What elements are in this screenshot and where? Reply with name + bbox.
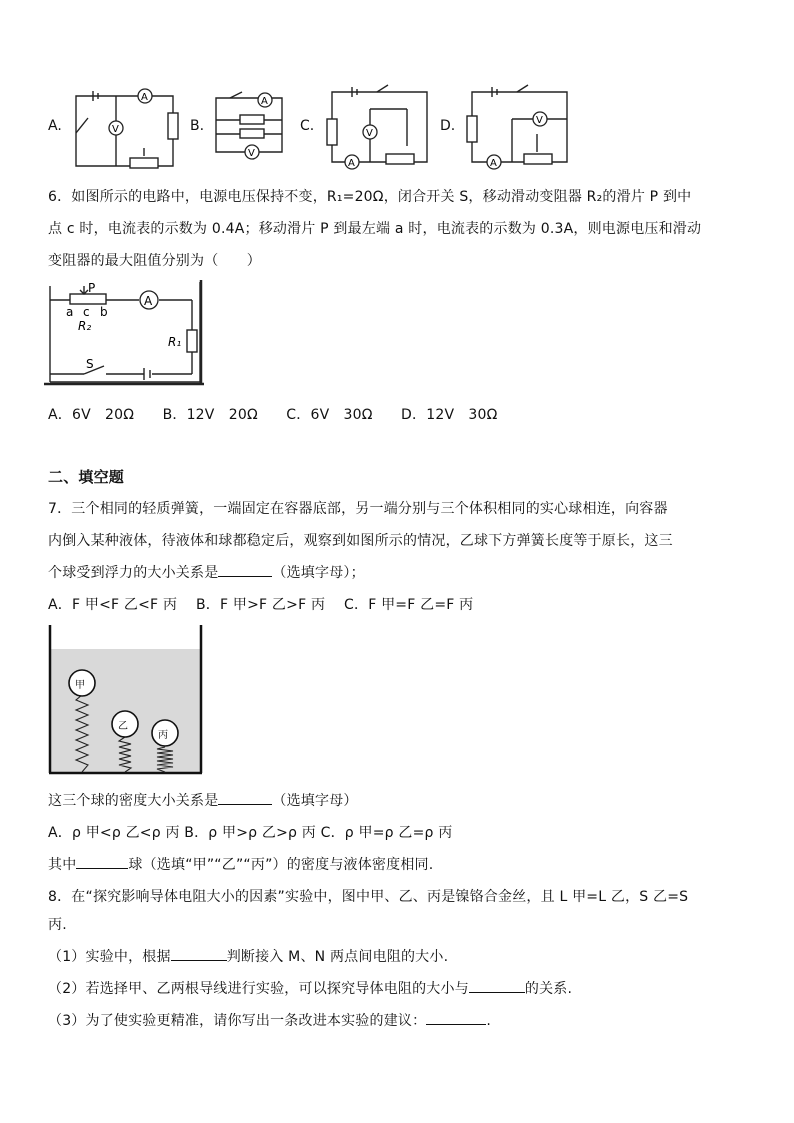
svg-text:A: A: [348, 158, 355, 169]
q7-line-3: 个球受到浮力的大小关系是 （选填字母）；: [48, 562, 365, 582]
q8-blank-3[interactable]: [426, 1010, 486, 1025]
svg-text:A: A: [261, 96, 268, 107]
q5-option-b-label: B.: [190, 118, 205, 134]
q7-blank-buoyancy[interactable]: [218, 562, 272, 577]
q8-sub-2: （2）若选择甲、乙两根导线进行实验，可以探究导体电阻的大小与 的关系.: [48, 978, 572, 998]
q7-ball-yi-label: 乙: [118, 721, 128, 732]
q6-line-2: 点 c 时，电流表的示数为 0.4A；移动滑片 P 到最左端 a 时，电流表的示数为 0.3A，则电源电压和滑动: [48, 221, 702, 237]
q5-circuit-c: [322, 84, 437, 174]
q7-blank-density[interactable]: [218, 790, 272, 805]
q6-options: A．6V 20Ω B．12V 20Ω C．6V 30Ω D．12V 30Ω: [48, 407, 498, 423]
q7-line-1: 7．三个相同的轻质弹簧，一端固定在容器底部，另一端分别与三个体积相同的实心球相连，向容器: [48, 501, 668, 517]
q7-ball-jia-label: 甲: [75, 680, 85, 691]
q8-line-2: 丙.: [48, 917, 67, 933]
svg-text:V: V: [248, 148, 255, 159]
q5-option-a-label: A.: [48, 118, 62, 134]
q6-point-b-label: b: [100, 305, 108, 319]
q7-options-density: A．ρ 甲<ρ 乙<ρ 丙 B．ρ 甲>ρ 乙>ρ 丙 C．ρ 甲=ρ 乙=ρ 丙: [48, 825, 453, 841]
q5-circuit-a: [68, 88, 183, 173]
q7-line-4: 这三个球的密度大小关系是 （选填字母）: [48, 790, 358, 810]
section-heading-fill-in: 二、填空题: [48, 468, 125, 486]
q6-slider-p-label: P: [88, 281, 96, 295]
q8-sub-3: （3）为了使实验更精准，请你写出一条改进本实验的建议： .: [48, 1010, 491, 1030]
q8-blank-2[interactable]: [469, 978, 525, 993]
q6-line-3: 变阻器的最大阻值分别为（ ）: [48, 253, 261, 269]
svg-text:A: A: [490, 158, 497, 169]
q5-circuit-d: [462, 84, 577, 174]
svg-text:V: V: [536, 115, 543, 126]
q5-option-d-label: D.: [440, 118, 456, 134]
q5-option-c-label: C.: [300, 118, 315, 134]
q7-line-5: 其中 球（选填“甲”“乙”“丙”）的密度与液体密度相同.: [48, 854, 433, 874]
q8-sub-1: （1）实验中，根据 判断接入 M、N 两点间电阻的大小.: [48, 946, 448, 966]
q8-blank-1[interactable]: [171, 946, 227, 961]
q6-circuit-figure: [44, 280, 204, 390]
q6-point-c-label: c: [83, 305, 90, 319]
q6-switch-label: S: [86, 357, 94, 371]
q7-line-2: 内倒入某种液体，待液体和球都稳定后，观察到如图所示的情况，乙球下方弹簧长度等于原长，这三: [48, 533, 673, 549]
q6-r1-label: R₁: [168, 335, 182, 349]
q7-ball-bing-label: 丙: [158, 730, 168, 741]
q8-line-1: 8．在“探究影响导体电阻大小的因素”实验中，图中甲、乙、丙是镍铬合金丝，且 L 甲=L 乙，S 乙=S: [48, 889, 689, 905]
q7-blank-ball[interactable]: [76, 854, 128, 869]
q5-circuit-b: [210, 90, 290, 162]
svg-text:A: A: [141, 92, 148, 103]
q6-line-1: 6．如图所示的电路中，电源电压保持不变，R₁=20Ω，闭合开关 S，移动滑动变阻器 R₂的滑片 P 到中: [48, 189, 692, 205]
q6-point-a-label: a: [66, 305, 74, 319]
q7-container-figure: [44, 625, 204, 777]
svg-text:V: V: [112, 124, 119, 135]
q6-r2-label: R₂: [78, 319, 92, 333]
q6-ammeter-label: A: [144, 294, 153, 308]
svg-text:V: V: [366, 128, 373, 139]
q7-options-buoyancy: A．F 甲<F 乙<F 丙 B．F 甲>F 乙>F 丙 C．F 甲=F 乙=F 丙: [48, 597, 474, 613]
